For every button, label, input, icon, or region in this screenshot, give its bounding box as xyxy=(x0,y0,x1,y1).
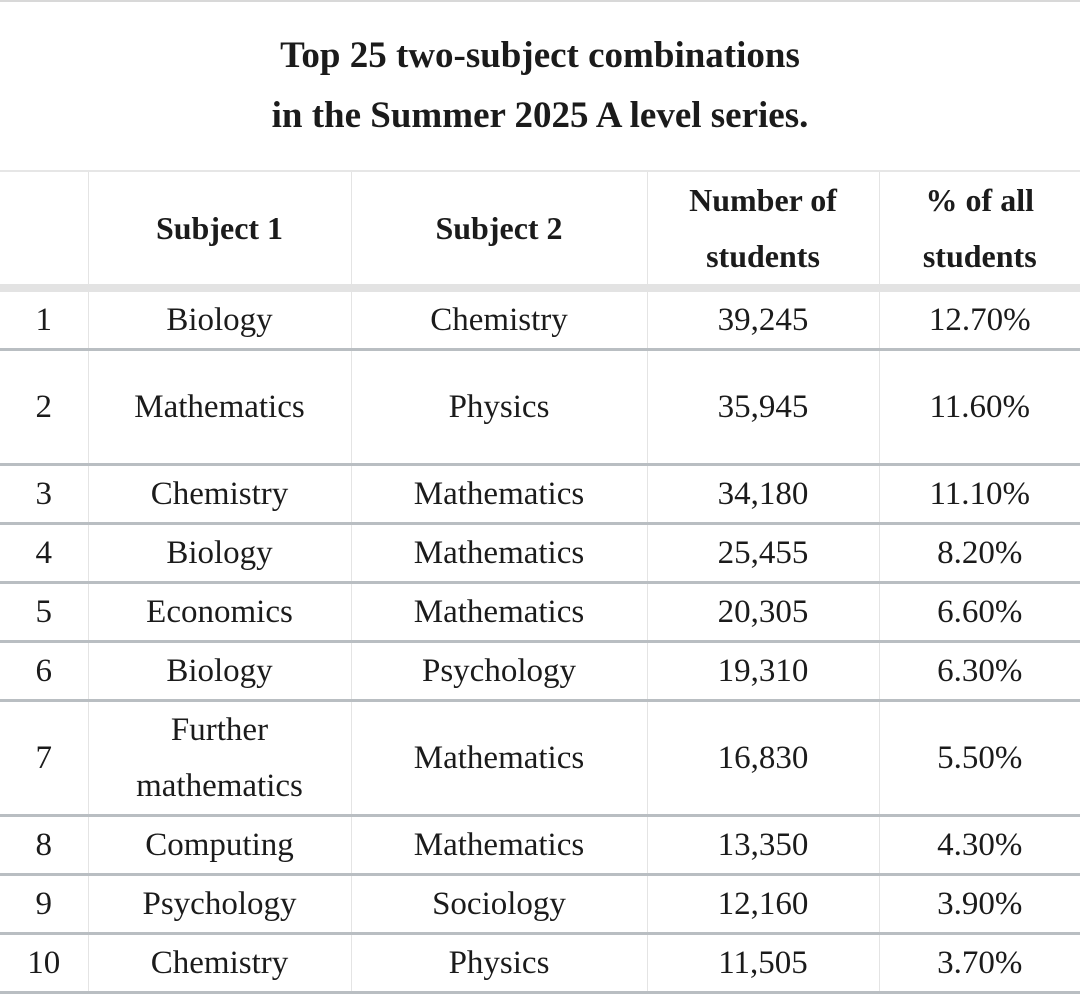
cell-percent: 5.50% xyxy=(879,701,1080,816)
cell-percent: 11.10% xyxy=(879,465,1080,524)
cell-subject-1: Biology xyxy=(88,288,351,350)
cell-subject-1: Mathematics xyxy=(88,350,351,465)
cell-students: 16,830 xyxy=(647,701,879,816)
cell-students: 25,455 xyxy=(647,524,879,583)
cell-students: 13,350 xyxy=(647,816,879,875)
cell-students: 19,310 xyxy=(647,642,879,701)
cell-rank: 4 xyxy=(0,524,88,583)
table-row xyxy=(0,701,1080,816)
cell-percent: 3.70% xyxy=(879,934,1080,993)
cell-rank: 9 xyxy=(0,875,88,934)
cell-subject-2: Physics xyxy=(351,934,647,993)
cell-percent: 8.20% xyxy=(879,524,1080,583)
combinations-table xyxy=(0,172,1080,994)
cell-percent: 12.70% xyxy=(879,288,1080,350)
cell-percent: 11.60% xyxy=(879,350,1080,465)
cell-subject-1: Psychology xyxy=(88,875,351,934)
cell-students: 34,180 xyxy=(647,465,879,524)
cell-subject-2: Mathematics xyxy=(351,524,647,583)
cell-subject-2: Mathematics xyxy=(351,583,647,642)
header-percent-line-2: students xyxy=(880,228,1080,284)
cell-subject-2: Psychology xyxy=(351,642,647,701)
header-number-line-1: Number of xyxy=(648,172,879,228)
header-row xyxy=(0,172,1080,288)
header-subject-1: Subject 1 xyxy=(88,172,351,288)
cell-rank: 3 xyxy=(0,465,88,524)
table-row xyxy=(0,288,1080,350)
table-row xyxy=(0,465,1080,524)
cell-subject-2: Sociology xyxy=(351,875,647,934)
cell-percent: 6.30% xyxy=(879,642,1080,701)
table-row xyxy=(0,524,1080,583)
cell-students: 11,505 xyxy=(647,934,879,993)
cell-rank: 6 xyxy=(0,642,88,701)
cell-students: 20,305 xyxy=(647,583,879,642)
cell-subject-2: Mathematics xyxy=(351,465,647,524)
header-percent-line-1: % of all xyxy=(880,172,1080,228)
cell-subject-1: Biology xyxy=(88,524,351,583)
cell-subject-2: Physics xyxy=(351,350,647,465)
cell-subject-1-line-1: Further xyxy=(89,702,351,758)
title-line-2: in the Summer 2025 A level series. xyxy=(272,86,809,146)
cell-subject-1: Biology xyxy=(88,642,351,701)
table-row xyxy=(0,583,1080,642)
table-row xyxy=(0,642,1080,701)
cell-subject-2: Mathematics xyxy=(351,816,647,875)
cell-subject-2: Chemistry xyxy=(351,288,647,350)
cell-subject-1: Computing xyxy=(88,816,351,875)
cell-students: 12,160 xyxy=(647,875,879,934)
cell-rank: 8 xyxy=(0,816,88,875)
table-row xyxy=(0,875,1080,934)
cell-percent: 4.30% xyxy=(879,816,1080,875)
cell-subject-1 xyxy=(88,701,351,816)
cell-rank: 7 xyxy=(0,701,88,816)
title-line-1: Top 25 two-subject combinations xyxy=(280,26,800,86)
cell-subject-1-line-2: mathematics xyxy=(89,758,351,814)
cell-subject-2: Mathematics xyxy=(351,701,647,816)
cell-rank: 10 xyxy=(0,934,88,993)
cell-students: 39,245 xyxy=(647,288,879,350)
header-rank xyxy=(0,172,88,288)
cell-students: 35,945 xyxy=(647,350,879,465)
header-subject-2: Subject 2 xyxy=(351,172,647,288)
header-number-line-2: students xyxy=(648,228,879,284)
cell-subject-1: Chemistry xyxy=(88,934,351,993)
header-percent-of-students xyxy=(879,172,1080,288)
header-number-of-students xyxy=(647,172,879,288)
cell-rank: 5 xyxy=(0,583,88,642)
cell-rank: 2 xyxy=(0,350,88,465)
cell-percent: 3.90% xyxy=(879,875,1080,934)
cell-rank: 1 xyxy=(0,288,88,350)
table-title xyxy=(2,2,1078,169)
cell-percent: 6.60% xyxy=(879,583,1080,642)
cell-subject-1: Economics xyxy=(88,583,351,642)
table-row xyxy=(0,816,1080,875)
table-row xyxy=(0,350,1080,465)
cell-subject-1: Chemistry xyxy=(88,465,351,524)
table-row xyxy=(0,934,1080,993)
